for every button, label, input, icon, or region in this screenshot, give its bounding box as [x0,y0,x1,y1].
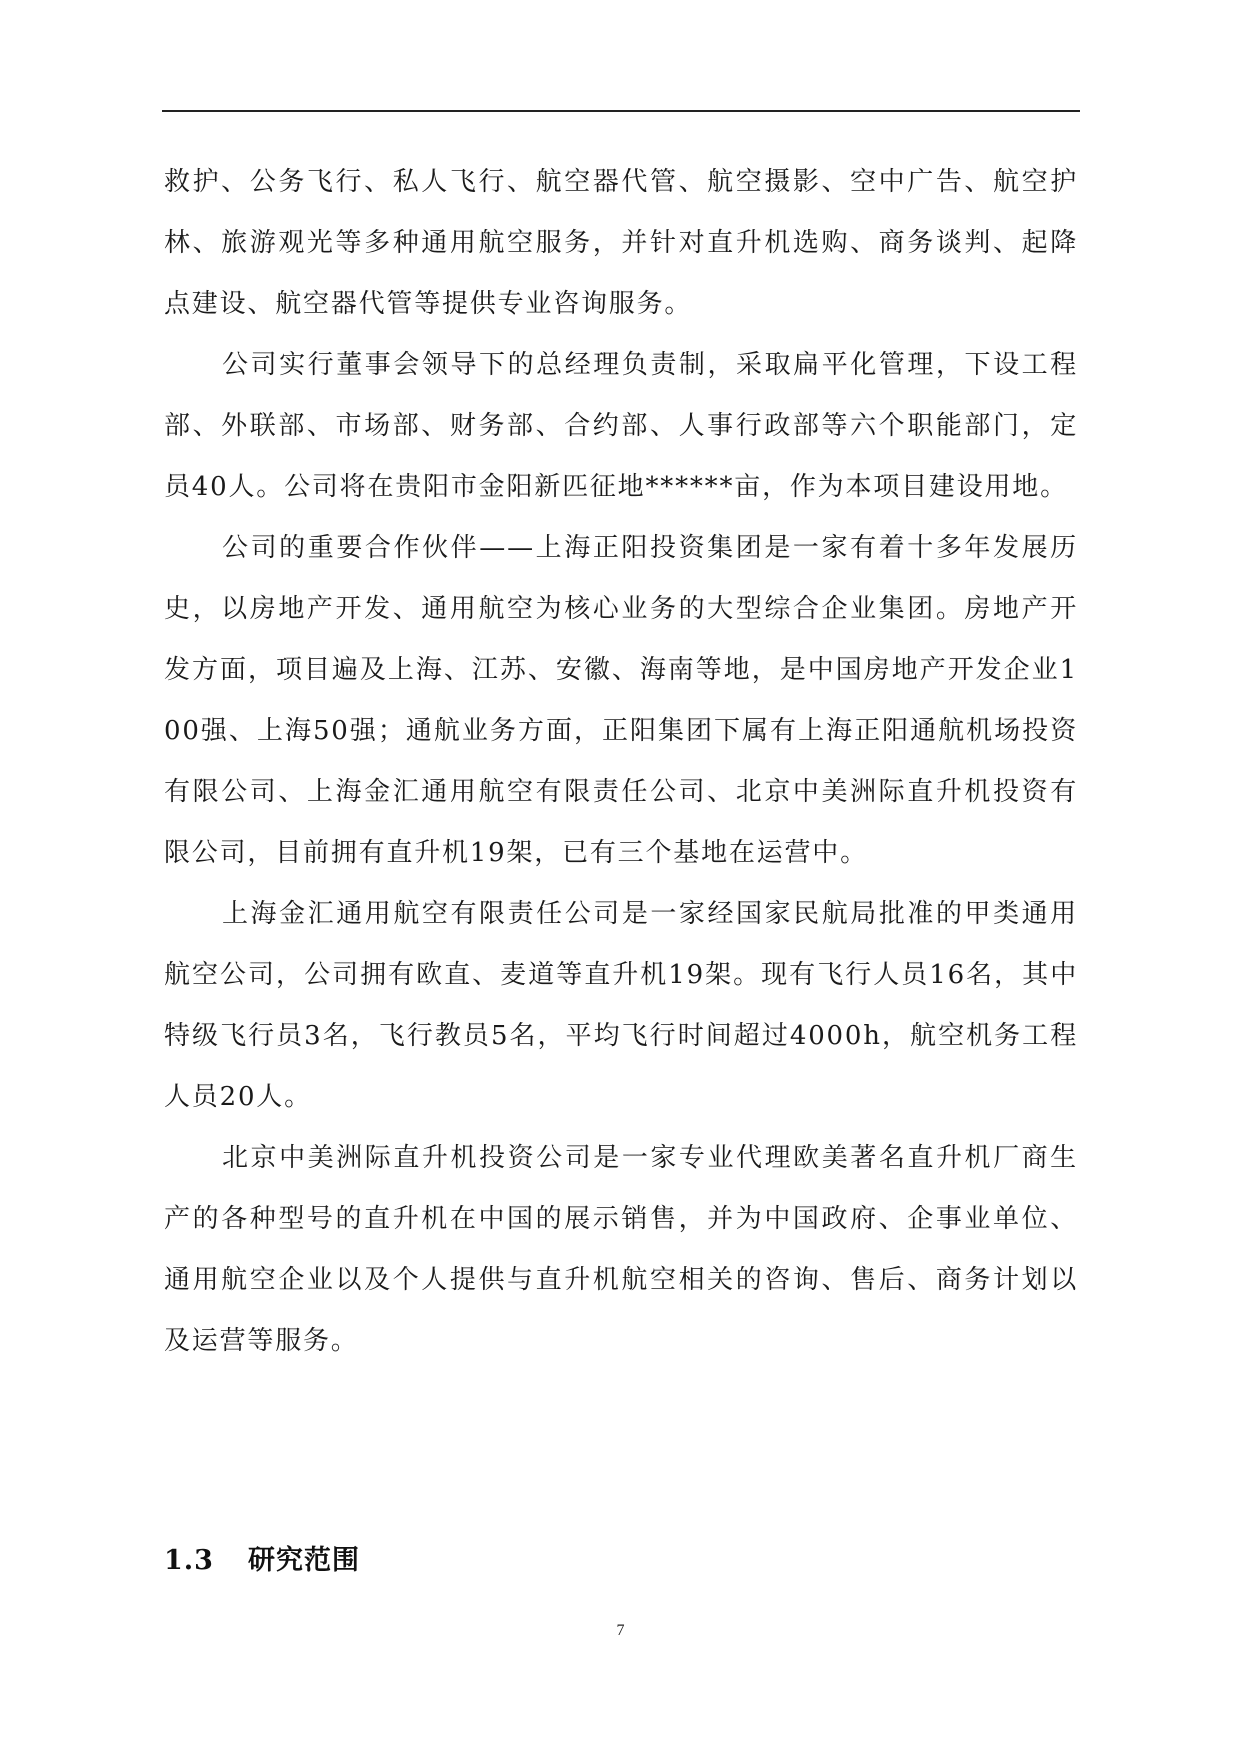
paragraph-jinhui-aviation: 上海金汇通用航空有限责任公司是一家经国家民航局批准的甲类通用航空公司，公司拥有欧直、麦道等直升机19架。现有飞行人员16名，其中特级飞行员3名，飞行教员5名，平均飞行时间超过4000h，航空机务工程人员20人。 [164,899,1078,1112]
section-title: 研究范围 [247,1545,360,1576]
page-number: 7 [616,1622,625,1639]
paragraph-services-continued: 救护、公务飞行、私人飞行、航空器代管、航空摄影、空中广告、航空护林、旅游观光等多种通用航空服务，并针对直升机选购、商务谈判、起降点建设、航空器代管等提供专业咨询服务。 [164,167,1078,319]
paragraph-beijing-helicopter: 北京中美洲际直升机投资公司是一家专业代理欧美著名直升机厂商生产的各种型号的直升机在中国的展示销售，并为中国政府、企事业单位、通用航空企业以及个人提供与直升机航空相关的咨询、售后、商务计划以及运营等服务。 [164,1143,1078,1356]
paragraph-partner-zhengyang: 公司的重要合作伙伴——上海正阳投资集团是一家有着十多年发展历史，以房地产开发、通用航空为核心业务的大型综合企业集团。房地产开发方面，项目遍及上海、江苏、安徽、海南等地，是中国房地产开发企业100强、上海50强；通航业务方面，正阳集团下属有上海正阳通航机场投资有限公司、上海金汇通用航空有限责任公司、北京中美洲际直升机投资有限公司，目前拥有直升机19架，已有三个基地在运营中。 [164,533,1078,868]
section-number: 1.3 [164,1545,214,1576]
section-heading [164,1538,360,1577]
document-body [164,152,1078,1372]
paragraph-organization: 公司实行董事会领导下的总经理负责制，采取扁平化管理，下设工程部、外联部、市场部、财务部、合约部、人事行政部等六个职能部门，定员40人。公司将在贵阳市金阳新匹征地******亩，作为本项目建设用地。 [164,350,1078,502]
header-rule [162,110,1080,112]
